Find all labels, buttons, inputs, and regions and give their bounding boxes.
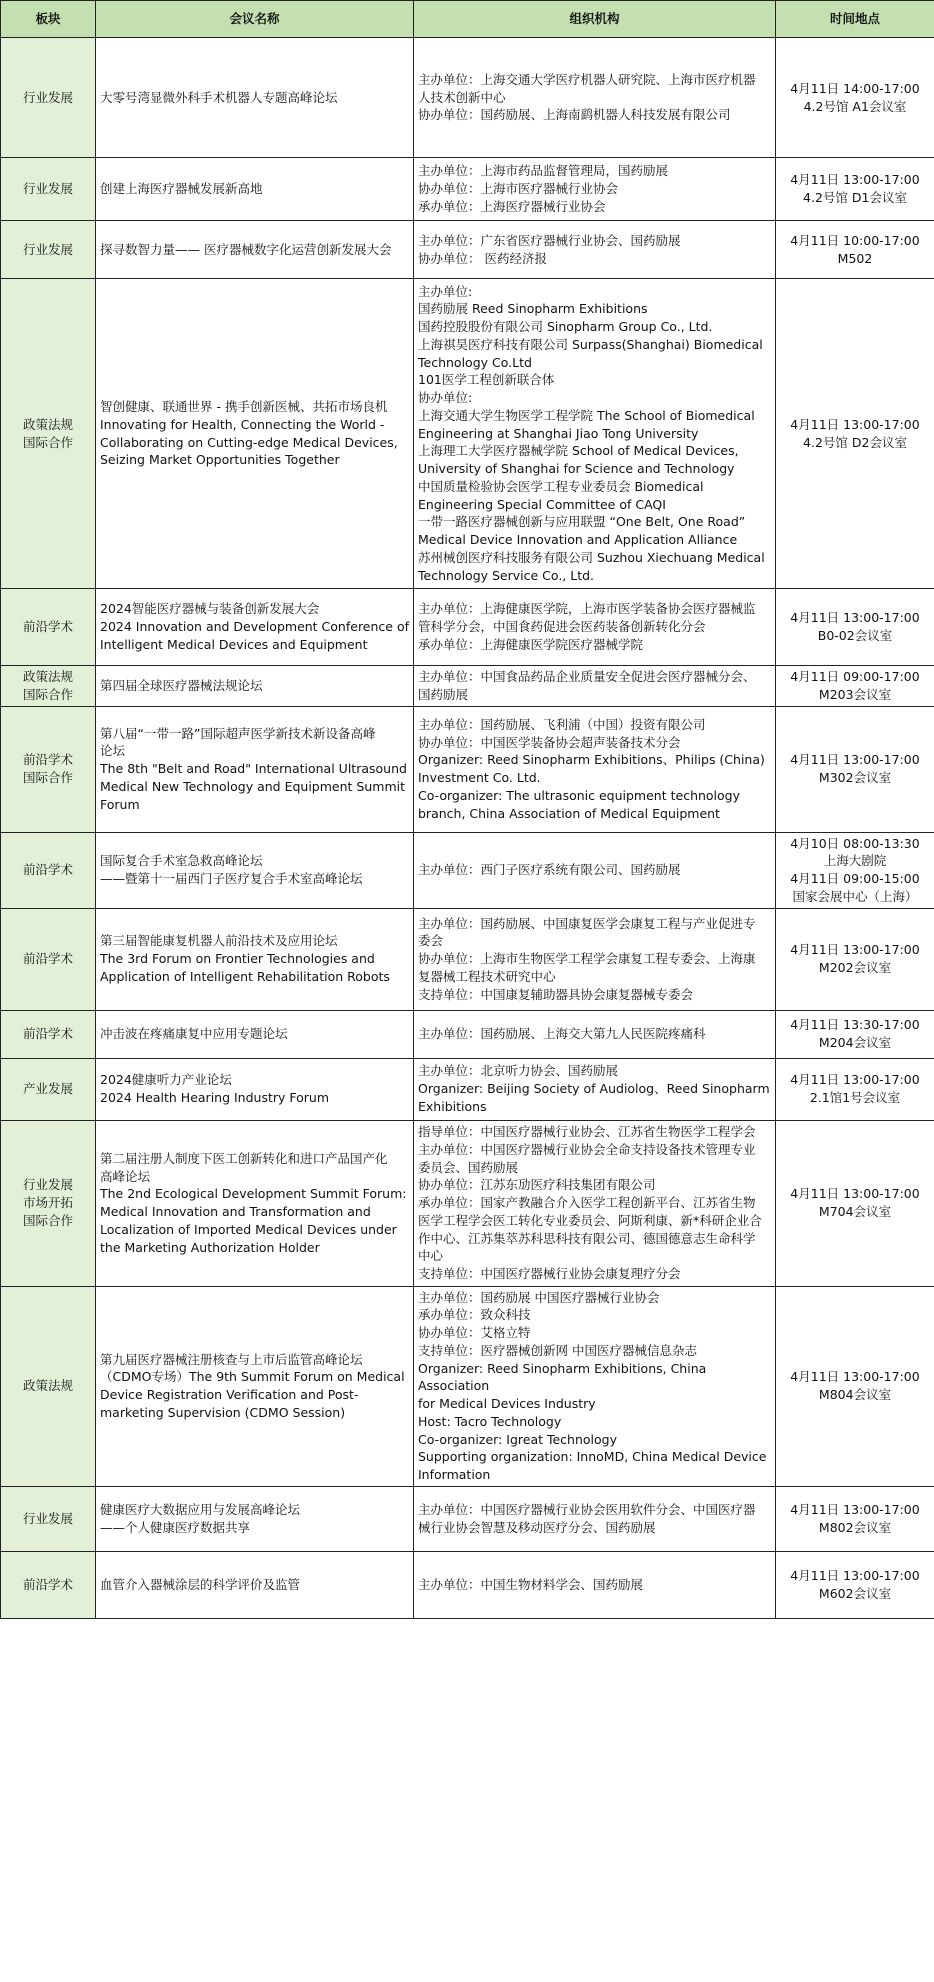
row-meeting-name <box>96 908 414 1010</box>
cell-line: 国药控股股份有限公司 Sinopharm Group Co., Ltd. <box>418 319 713 335</box>
row-section <box>1 1058 96 1120</box>
cell-line: 行业发展 <box>22 89 73 105</box>
cell-line: 政策法规 <box>22 1378 73 1394</box>
table-row <box>1 1120 934 1286</box>
row-section <box>1 706 96 832</box>
header-meeting-name: 会议名称 <box>96 1 414 38</box>
cell-line: 高峰论坛 <box>100 1168 151 1184</box>
cell-line: 协办单位：国药励展、上海南鹞机器人科技发展有限公司 <box>418 107 731 123</box>
cell-line: Organizer: Reed Sinopharm Exhibitions、Philips (China) <box>418 752 765 768</box>
cell-line: 主办单位：广东省医疗器械行业协会、国药励展 <box>418 232 681 248</box>
cell-line: 主办单位：西门子医疗系统有限公司、国药励展 <box>418 862 681 878</box>
cell-line: 产业发展 <box>22 1081 73 1097</box>
cell-line: the Marketing Authorization Holder <box>100 1239 320 1255</box>
cell-line: 行业发展 <box>22 181 73 197</box>
cell-line: 承办单位：致众科技 <box>418 1307 531 1323</box>
cell-line: 101医学工程创新联合体 <box>418 372 555 388</box>
row-section <box>1 1010 96 1058</box>
table-row <box>1 1486 934 1551</box>
cell-line: ——个人健康医疗数据共享 <box>100 1519 251 1535</box>
cell-line: 上海理工大学医疗器械学院 School of Medical Devices, <box>418 443 739 459</box>
cell-line: 2.1馆1号会议室 <box>809 1090 901 1105</box>
cell-line: 主办单位: <box>418 283 473 299</box>
cell-line: 探寻数智力量—— 医疗器械数字化运营创新发展大会 <box>100 241 392 257</box>
cell-line: Co-organizer: The ultrasonic equipment technology <box>418 787 741 803</box>
cell-line: Exhibitions <box>418 1098 487 1114</box>
row-organizers <box>414 1286 776 1486</box>
cell-line: 主办单位：中国医疗器械行业协会医用软件分会、中国医疗器 <box>418 1502 756 1517</box>
cell-line: 4月11日 13:00-17:00 <box>790 752 920 768</box>
cell-line: Organizer: Beijing Society of Audiolog、Reed Sinopharm <box>418 1081 770 1097</box>
cell-line: 4月11日 10:00-17:00 <box>790 232 920 248</box>
cell-line: 国药励展 <box>418 686 469 702</box>
cell-line: 主办单位：国药励展 中国医疗器械行业协会 <box>418 1289 660 1305</box>
cell-line: 委员会、国药励展 <box>418 1159 519 1175</box>
row-section <box>1 279 96 589</box>
cell-line: 中心 <box>418 1248 444 1264</box>
row-organizers <box>414 279 776 589</box>
cell-line: ——暨第十一届西门子医疗复合手术室高峰论坛 <box>100 871 363 886</box>
cell-line: M502 <box>837 250 873 266</box>
table-row <box>1 706 934 832</box>
cell-line: Localization of Imported Medical Devices under <box>100 1221 397 1237</box>
row-meeting-name <box>96 1551 414 1618</box>
row-organizers <box>414 158 776 221</box>
cell-line: 4月11日 13:00-17:00 <box>790 942 920 958</box>
row-organizers <box>414 38 776 158</box>
cell-line: M204会议室 <box>818 1035 892 1050</box>
cell-line: 上海交通大学生物医学工程学院 The School of Biomedical <box>418 407 755 423</box>
table-row <box>1 666 934 707</box>
row-organizers <box>414 706 776 832</box>
row-meeting-name <box>96 158 414 221</box>
row-section <box>1 158 96 221</box>
cell-line: 行业发展 <box>22 1177 73 1193</box>
cell-line: M704会议室 <box>818 1204 892 1219</box>
row-meeting-name <box>96 1120 414 1286</box>
cell-line: 一带一路医疗器械创新与应用联盟 “One Belt, One Road” <box>418 514 746 530</box>
cell-line: 市场开拓 <box>22 1195 73 1211</box>
table-row <box>1 38 934 158</box>
cell-line: 4月11日 13:00-17:00 <box>790 1072 920 1088</box>
cell-line: Collaborating on Cutting-edge Medical Devices, <box>100 434 398 450</box>
row-section <box>1 1286 96 1486</box>
row-meeting-name <box>96 1286 414 1486</box>
cell-line: 行业发展 <box>22 1510 73 1526</box>
cell-line: 主办单位：中国生物材料学会、国药励展 <box>418 1576 644 1592</box>
cell-line: The 2nd Ecological Development Summit Forum: <box>100 1186 407 1202</box>
cell-line: Technology Co.Ltd <box>418 354 532 370</box>
cell-line: 4月11日 13:00-17:00 <box>790 1502 920 1517</box>
cell-line: 政策法规 <box>22 416 73 432</box>
cell-line: 4月11日 13:00-17:00 <box>790 172 920 188</box>
row-time-venue <box>776 279 934 589</box>
cell-line: 4.2号馆 A1会议室 <box>803 98 907 114</box>
cell-line: Application of Intelligent Rehabilitation Robots <box>100 968 390 984</box>
cell-line: 承办单位：上海医疗器械行业协会 <box>418 198 606 214</box>
cell-line: Investment Co. Ltd. <box>418 770 541 785</box>
row-organizers <box>414 1120 776 1286</box>
table-row <box>1 1286 934 1486</box>
row-time-venue <box>776 1286 934 1486</box>
cell-line: 国际合作 <box>22 686 73 702</box>
cell-line: 主办单位：北京听力协会、国药励展 <box>418 1063 619 1079</box>
row-meeting-name <box>96 38 414 158</box>
cell-line: Device Registration Verification and Post- <box>100 1387 359 1403</box>
table-row <box>1 1058 934 1120</box>
cell-line: Engineering Special Committee of CAQI <box>418 496 666 512</box>
cell-line: 第八届“一带一路”国际超声医学新技术新设备高峰 <box>100 725 376 741</box>
cell-line: 管科学分会，中国食药促进会医药装备创新转化分会 <box>418 619 706 635</box>
cell-line: Intelligent Medical Devices and Equipment <box>100 636 368 652</box>
cell-line: 4月11日 13:00-17:00 <box>790 1568 920 1583</box>
cell-line: 国药励展 Reed Sinopharm Exhibitions <box>418 301 648 317</box>
cell-line: 国际合作 <box>22 770 73 785</box>
cell-line: 前沿学术 <box>22 1576 73 1592</box>
cell-line: 4月11日 13:00-17:00 <box>790 1186 920 1202</box>
row-section <box>1 832 96 908</box>
cell-line: 委会 <box>418 933 444 949</box>
row-meeting-name <box>96 589 414 666</box>
row-section <box>1 1486 96 1551</box>
row-time-venue <box>776 1010 934 1058</box>
cell-line: 承办单位：国家产教融合介入医学工程创新平台、江苏省生物 <box>418 1195 756 1211</box>
table-row <box>1 221 934 279</box>
row-time-venue <box>776 666 934 707</box>
cell-line: 创建上海医疗器械发展新高地 <box>100 181 263 197</box>
cell-line: 国家会展中心（上海） <box>792 888 918 904</box>
table-row <box>1 279 934 589</box>
row-time-venue <box>776 158 934 221</box>
cell-line: 支持单位：中国康复辅助器具协会康复器械专委会 <box>418 986 694 1002</box>
cell-line: 支持单位：中国医疗器械行业协会康复理疗分会 <box>418 1266 681 1282</box>
cell-line: The 8th "Belt and Road" International Ultrasound <box>100 761 407 777</box>
row-section <box>1 589 96 666</box>
cell-line: 中国质量检验协会医学工程专业委员会 Biomedical <box>418 478 704 494</box>
cell-line: M602会议室 <box>818 1585 892 1601</box>
cell-line: 国际复合手术室急救高峰论坛 <box>100 853 263 869</box>
cell-line: Medical Device Innovation and Application Alliance <box>418 532 738 548</box>
row-organizers <box>414 221 776 279</box>
cell-line: 4月11日 13:00-17:00 <box>790 610 920 626</box>
cell-line: 苏州械创医疗科技服务有限公司 Suzhou Xiechuang Medical <box>418 549 765 565</box>
header-section: 板块 <box>1 1 96 38</box>
cell-line: （CDMO专场）The 9th Summit Forum on Medical <box>100 1369 405 1385</box>
table-row <box>1 1010 934 1058</box>
row-organizers <box>414 589 776 666</box>
cell-line: 协办单位：中国医学装备协会超声装备技术分会 <box>418 734 681 750</box>
cell-line: 医学工程学会医工转化专业委员会、阿斯利康、新*科研企业合 <box>418 1212 762 1228</box>
cell-line: 2024智能医疗器械与装备创新发展大会 <box>100 601 320 617</box>
cell-line: 4月11日 13:30-17:00 <box>790 1017 920 1033</box>
cell-line: 4月10日 08:00-13:30 <box>790 835 920 851</box>
cell-line: University of Shanghai for Science and Technology <box>418 461 735 477</box>
cell-line: 政策法规 <box>22 669 73 684</box>
cell-line: 人技术创新中心 <box>418 89 506 105</box>
table-row <box>1 589 934 666</box>
cell-line: 论坛 <box>100 743 126 759</box>
cell-line: 前沿学术 <box>22 619 73 635</box>
cell-line: Technology Service Co., Ltd. <box>418 567 595 583</box>
cell-line: 冲击波在疼痛康复中应用专题论坛 <box>100 1026 288 1042</box>
cell-line: 第三届智能康复机器人前沿技术及应用论坛 <box>100 933 338 949</box>
cell-line: M804会议室 <box>818 1387 892 1403</box>
row-time-venue <box>776 908 934 1010</box>
row-meeting-name <box>96 1058 414 1120</box>
row-section <box>1 38 96 158</box>
row-time-venue <box>776 1551 934 1618</box>
row-time-venue <box>776 1120 934 1286</box>
row-organizers <box>414 666 776 707</box>
cell-line: 4月11日 13:00-17:00 <box>790 1369 920 1385</box>
cell-line: 协办单位： 医药经济报 <box>418 250 547 266</box>
row-time-venue <box>776 38 934 158</box>
cell-line: 4.2号馆 D2会议室 <box>803 434 907 450</box>
cell-line: 协办单位: <box>418 390 473 406</box>
row-time-venue <box>776 589 934 666</box>
cell-line: 智创健康、联通世界 - 携手创新医械、共拓市场良机 <box>100 399 388 414</box>
cell-line: 前沿学术 <box>22 1026 73 1042</box>
cell-line: M203会议室 <box>818 686 892 702</box>
cell-line: Medical Innovation and Transformation and <box>100 1204 371 1219</box>
row-time-venue <box>776 706 934 832</box>
cell-line: 作中心、江苏集萃苏科思科技有限公司、德国德意志生命科学 <box>418 1230 756 1246</box>
cell-line: 上海大剧院 <box>823 853 887 869</box>
table-row <box>1 908 934 1010</box>
row-time-venue <box>776 832 934 908</box>
cell-line: Forum <box>100 796 140 812</box>
cell-line: Co-organizer: Igreat Technology <box>418 1431 617 1447</box>
cell-line: 复器械工程技术研究中心 <box>418 968 556 984</box>
row-section <box>1 666 96 707</box>
table-row <box>1 158 934 221</box>
cell-line: 协办单位：上海市医疗器械行业协会 <box>418 181 619 197</box>
cell-line: 第二届注册人制度下医工创新转化和进口产品国产化 <box>100 1150 388 1166</box>
row-organizers <box>414 1551 776 1618</box>
cell-line: 承办单位：上海健康医学院医疗器械学院 <box>418 636 644 652</box>
table-header-row <box>1 1 934 38</box>
row-organizers <box>414 1058 776 1120</box>
row-time-venue <box>776 1058 934 1120</box>
cell-line: Organizer: Reed Sinopharm Exhibitions, China Association <box>418 1360 707 1394</box>
cell-line: 前沿学术 <box>22 951 73 967</box>
cell-line: 上海祺昊医疗科技有限公司 Surpass(Shanghai) Biomedical <box>418 336 763 352</box>
row-organizers <box>414 1010 776 1058</box>
row-meeting-name <box>96 706 414 832</box>
cell-line: 第四届全球医疗器械法规论坛 <box>100 677 263 693</box>
cell-line: 行业发展 <box>22 241 73 257</box>
cell-line: M802会议室 <box>818 1519 892 1535</box>
row-section <box>1 1120 96 1286</box>
header-organizers: 组织机构 <box>414 1 776 38</box>
cell-line: M302会议室 <box>818 770 892 785</box>
cell-line: 协办单位：江苏东劢医疗科技集团有限公司 <box>418 1177 656 1193</box>
cell-line: 主办单位：中国食品药品企业质量安全促进会医疗器械分会、 <box>418 669 756 684</box>
cell-line: 前沿学术 <box>22 862 73 878</box>
cell-line: 4月11日 09:00-17:00 <box>790 669 920 684</box>
cell-line: 2024 Innovation and Development Conference of <box>100 619 410 635</box>
cell-line: 血管介入器械涂层的科学评价及监管 <box>100 1576 301 1592</box>
table-row <box>1 832 934 908</box>
row-organizers <box>414 832 776 908</box>
row-meeting-name <box>96 832 414 908</box>
table-body <box>1 38 934 1619</box>
cell-line: Supporting organization: InnoMD, China Medical Device <box>418 1449 767 1465</box>
cell-line: 主办单位：国药励展、中国康复医学会康复工程与产业促进专 <box>418 915 756 931</box>
cell-line: 主办单位：中国医疗器械行业协会全命支持设备技术管理专业 <box>418 1141 756 1157</box>
table-row <box>1 1551 934 1618</box>
row-time-venue <box>776 1486 934 1551</box>
cell-line: 2024 Health Hearing Industry Forum <box>100 1090 330 1105</box>
cell-line: marketing Supervision (CDMO Session) <box>100 1404 346 1420</box>
cell-line: The 3rd Forum on Frontier Technologies and <box>100 951 375 967</box>
row-section <box>1 221 96 279</box>
cell-line: 第九届医疗器械注册核查与上市后监管高峰论坛 <box>100 1351 363 1367</box>
row-meeting-name <box>96 279 414 589</box>
cell-line: 健康医疗大数据应用与发展高峰论坛 <box>100 1502 301 1517</box>
row-meeting-name <box>96 666 414 707</box>
cell-line: M202会议室 <box>818 960 892 975</box>
cell-line: Host: Tacro Technology <box>418 1413 562 1429</box>
cell-line: 4月11日 14:00-17:00 <box>790 80 920 96</box>
cell-line: 主办单位：上海市药品监督管理局，国药励展 <box>418 163 669 179</box>
row-time-venue <box>776 221 934 279</box>
cell-line: 协办单位：上海市生物医学工程学会康复工程专委会、上海康 <box>418 951 756 967</box>
cell-line: Seizing Market Opportunities Together <box>100 452 340 468</box>
cell-line: 主办单位：国药励展、飞利浦（中国）投资有限公司 <box>418 716 706 732</box>
cell-line: 4.2号馆 D1会议室 <box>803 190 907 205</box>
cell-line: 支持单位：医疗器械创新网 中国医疗器械信息杂志 <box>418 1342 697 1358</box>
header-time-venue: 时间地点 <box>776 1 934 38</box>
cell-line: 协办单位：艾格立特 <box>418 1325 531 1340</box>
row-meeting-name <box>96 1010 414 1058</box>
cell-line: Medical New Technology and Equipment Summit <box>100 778 405 794</box>
cell-line: 国际合作 <box>22 434 73 450</box>
cell-line: 主办单位：国药励展、上海交大第九人民医院疼痛科 <box>418 1026 706 1042</box>
cell-line: Engineering at Shanghai Jiao Tong University <box>418 425 699 441</box>
cell-line: 2024健康听力产业论坛 <box>100 1072 232 1088</box>
cell-line: 大零号湾显微外科手术机器人专题高峰论坛 <box>100 89 338 105</box>
cell-line: for Medical Devices Industry <box>418 1396 596 1411</box>
cell-line: Information <box>418 1467 491 1482</box>
cell-line: branch, China Association of Medical Equipment <box>418 805 720 821</box>
row-organizers <box>414 908 776 1010</box>
cell-line: 主办单位：上海健康医学院，上海市医学装备协会医疗器械监 <box>418 601 756 617</box>
cell-line: 械行业协会智慧及移动医疗分会、国药励展 <box>418 1519 656 1535</box>
cell-line: 前沿学术 <box>22 752 73 768</box>
cell-line: 指导单位：中国医疗器械行业协会、江苏省生物医学工程学会 <box>418 1124 756 1140</box>
cell-line: Innovating for Health, Connecting the World - <box>100 416 385 432</box>
cell-line: 主办单位：上海交通大学医疗机器人研究院、上海市医疗机器 <box>418 71 756 87</box>
cell-line: 4月11日 09:00-15:00 <box>790 871 920 886</box>
row-section <box>1 908 96 1010</box>
row-section <box>1 1551 96 1618</box>
cell-line: 4月11日 13:00-17:00 <box>790 416 920 432</box>
cell-line: B0-02会议室 <box>817 628 893 643</box>
row-meeting-name <box>96 1486 414 1551</box>
row-organizers <box>414 1486 776 1551</box>
cell-line: 国际合作 <box>22 1212 73 1228</box>
row-meeting-name <box>96 221 414 279</box>
